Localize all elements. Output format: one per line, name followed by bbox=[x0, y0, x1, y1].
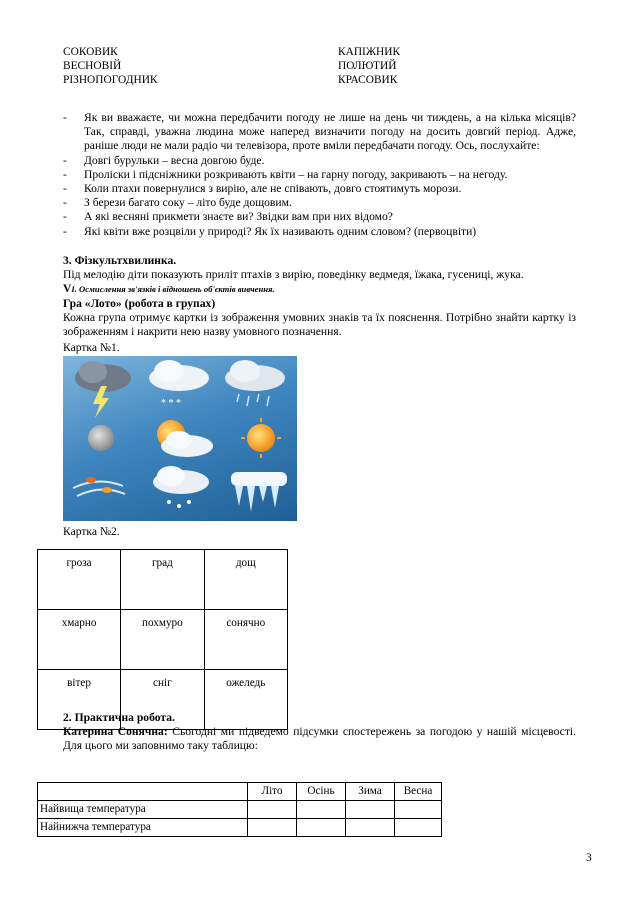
bullet-item: - А які весняні прикмети знаєте ви? Звідки вам при них відомо? bbox=[63, 210, 393, 224]
weather-icons-svg bbox=[63, 356, 297, 521]
table-row bbox=[38, 610, 288, 670]
card-2-table bbox=[37, 549, 288, 730]
bullet-list bbox=[63, 111, 576, 239]
section-3-heading: 3. Фізкультхвилинка. bbox=[63, 254, 177, 267]
table-cell bbox=[248, 801, 297, 819]
table-cell: град bbox=[121, 550, 204, 610]
table-cell bbox=[346, 819, 395, 837]
card-1-label: Картка №1. bbox=[63, 341, 120, 354]
table-row bbox=[38, 801, 442, 819]
table-header-cell: Весна bbox=[395, 783, 442, 801]
bullet-item: - Які квіти вже розцвіли у природі? Як їх називають одним словом? (первоцвіти) bbox=[63, 224, 477, 238]
word-left-3: РІЗНОПОГОДНИК bbox=[63, 74, 158, 86]
table-header-cell: Літо bbox=[248, 783, 297, 801]
table-header-cell: Зима bbox=[346, 783, 395, 801]
game-title: Гра «Лото» (робота в групах) bbox=[63, 297, 216, 310]
word-right-2: ПОЛЮТИЙ bbox=[338, 60, 397, 72]
temperature-table bbox=[37, 782, 442, 837]
practical-heading: 2. Практична робота. bbox=[63, 711, 175, 724]
thunderstorm-cloud-icon bbox=[75, 361, 131, 418]
hail-cloud-icon bbox=[153, 466, 209, 508]
rain-cloud-icon bbox=[225, 360, 285, 406]
table-cell: гроза bbox=[38, 550, 121, 610]
word-right-1: КАПІЖНИК bbox=[338, 46, 401, 58]
table-cell bbox=[297, 801, 346, 819]
word-right-3: КРАСОВИК bbox=[338, 74, 398, 86]
wind-leaves-icon bbox=[73, 477, 125, 496]
table-cell bbox=[38, 783, 248, 801]
table-cell: ожеледь bbox=[204, 670, 287, 730]
table-cell: сніг bbox=[121, 670, 204, 730]
table-cell bbox=[395, 801, 442, 819]
card-2-label: Картка №2. bbox=[63, 525, 120, 538]
svg-text:* * *: * * * bbox=[161, 398, 181, 409]
bullet-item: - Проліски і підсніжники розкривають квіти – на гарну погоду, закривають – на негоду. bbox=[63, 167, 508, 181]
table-cell: хмарно bbox=[38, 610, 121, 670]
section-6-heading: VI. Осмислення зв'язків і відношень об'єктів вивчення. bbox=[63, 282, 275, 295]
bullet-item: - Довгі бурульки – весна довгою буде. bbox=[63, 153, 265, 167]
table-cell bbox=[395, 819, 442, 837]
game-text: Кожна група отримує картки із зображення умовних знаків та їх пояснення. Потрібно знайти картку із зображенням і накрити нею назву умовного позначення. bbox=[63, 311, 576, 339]
snow-cloud-icon bbox=[149, 360, 209, 409]
bullet-item: - З берези багато соку – літо буде дощовим. bbox=[63, 196, 292, 210]
sun-behind-cloud-icon bbox=[157, 420, 213, 457]
table-cell bbox=[346, 801, 395, 819]
sun-icon bbox=[241, 418, 281, 458]
table-row bbox=[38, 550, 288, 610]
table-header-row bbox=[38, 783, 442, 801]
table-cell: Найвища температура bbox=[38, 801, 248, 819]
table-cell: дощ bbox=[204, 550, 287, 610]
bullet-item: - Коли птахи повернулися з вирію, але не співають, довго стоятимуть морози. bbox=[63, 182, 462, 196]
table-cell: Найнижча температура bbox=[38, 819, 248, 837]
icicle-cloud-icon bbox=[231, 472, 287, 512]
table-cell bbox=[248, 819, 297, 837]
table-cell: похмуро bbox=[121, 610, 204, 670]
bullet-item: - Як ви вважаєте, чи можна передбачити погоду не лише на день чи тиждень, а на кілька місяців? Так, справді, уважна людина може наперед визначити погоду на досить довгий період. Адже, раніше люди не мали радіо чи телевізора, проте вміли передбачати погоду. Ось, послухайте: bbox=[63, 111, 576, 153]
table-cell bbox=[297, 819, 346, 837]
moon-icon bbox=[88, 425, 114, 451]
practical-text: Катерина Сонячна: Сьогодні ми підведемо підсумки спостережень за погодою у нашій місцевості. Для цього ми заповнимо таку таблицю: bbox=[63, 725, 576, 753]
word-left-2: ВЕСНОВІЙ bbox=[63, 60, 122, 72]
word-left-1: СОКОВИК bbox=[63, 46, 118, 58]
table-header-cell: Осінь bbox=[297, 783, 346, 801]
table-cell: сонячно bbox=[204, 610, 287, 670]
table-cell: вітер bbox=[38, 670, 121, 730]
table-row bbox=[38, 819, 442, 837]
page-number: 3 bbox=[586, 851, 592, 864]
section-3-text: Під мелодію діти показують приліт птахів з вирію, поведінку ведмедя, їжака, гусениці, жука. bbox=[63, 268, 524, 281]
weather-card-image bbox=[63, 356, 297, 521]
